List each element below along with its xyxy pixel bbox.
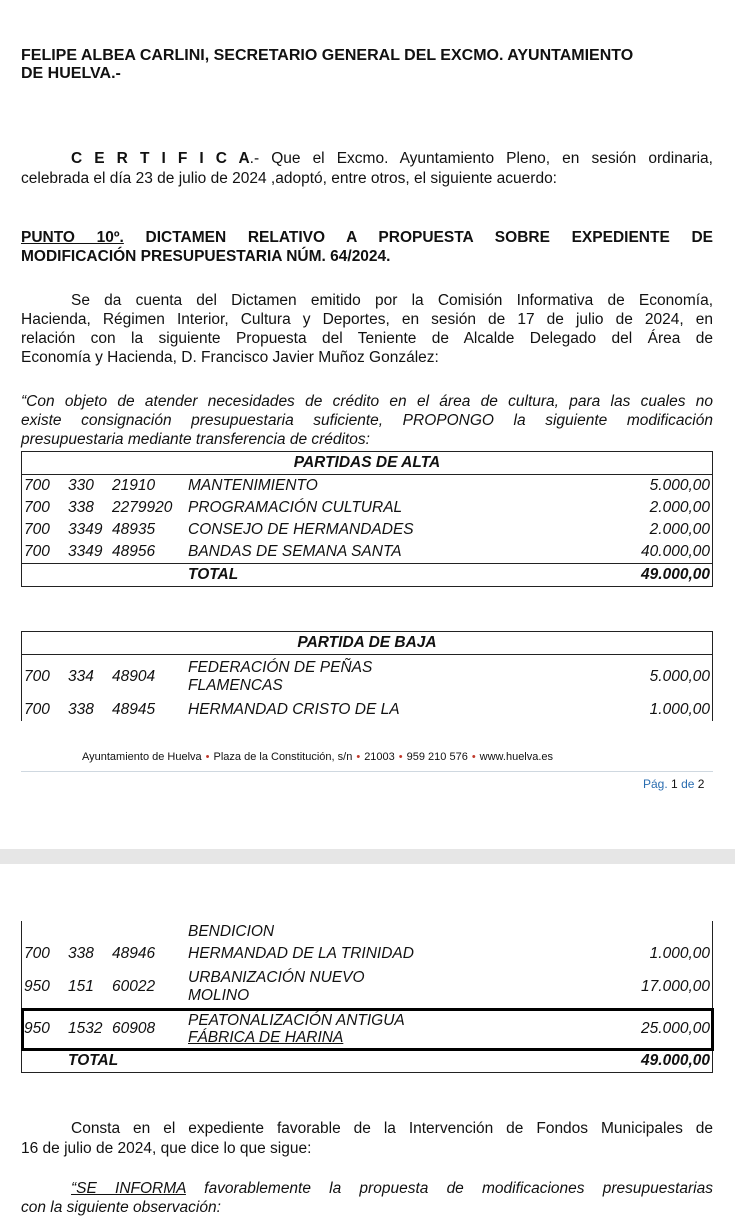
certifica-line1: C E R T I F I C A.- Que el Excmo. Ayuntamiento Pleno, en sesión ordinaria, — [71, 150, 713, 167]
table-row: 700 338 2279920 PROGRAMACIÓN CULTURAL 2.000,00 — [24, 499, 710, 516]
table-row: 700 338 48945 HERMANDAD CRISTO DE LA 1.000,00 — [24, 701, 710, 718]
baja-total-row: TOTAL 49.000,00 — [22, 1050, 713, 1073]
table-row: 700 338 48946 HERMANDAD DE LA TRINIDAD 1.000,00 — [24, 945, 710, 962]
table-row: 700 3349 48935 CONSEJO DE HERMANDADES 2.000,00 — [24, 521, 710, 538]
dictamen-line3: relación con la siguiente Propuesta del Teniente de Alcalde Delegado del Área de — [21, 330, 713, 347]
header-line1: FELIPE ALBEA CARLINI, SECRETARIO GENERAL DEL EXCMO. AYUNTAMIENTO — [21, 47, 634, 64]
dictamen-line4: Economía y Hacienda, D. Francisco Javier Muñoz González: — [21, 349, 439, 366]
certifica-line2: celebrada el día 23 de julio de 2024 ,adoptó, entre otros, el siguiente acuerdo: — [21, 170, 557, 187]
punto-line1: PUNTO 10º. DICTAMEN RELATIVO A PROPUESTA SOBRE EXPEDIENTE DE — [21, 229, 713, 246]
header-line2: DE HUELVA.- — [21, 65, 121, 82]
alta-title: PARTIDAS DE ALTA — [293, 454, 441, 471]
page-number: Pág. 1 de 2 — [643, 777, 705, 791]
alta-total-row: TOTAL 49.000,00 — [188, 566, 710, 583]
informa-line2: con la siguiente observación: — [21, 1199, 221, 1216]
propuesta-line1: “Con objeto de atender necesidades de crédito en el área de cultura, para las cuales no — [21, 393, 713, 410]
propuesta-line3: presupuestaria mediante transferencia de créditos: — [21, 431, 370, 448]
table-row: 700 3349 48956 BANDAS DE SEMANA SANTA 40.000,00 — [22, 541, 713, 564]
table-row: 700 334 48904 FEDERACIÓN DE PEÑAS FLAMENCAS 5.000,00 — [24, 659, 710, 694]
table-row: 950 151 60022 URBANIZACIÓN NUEVO MOLINO 17.000,00 — [24, 969, 710, 1004]
punto-line2: MODIFICACIÓN PRESUPUESTARIA NÚM. 64/2024. — [21, 248, 391, 265]
page-separator — [0, 849, 735, 864]
alta-table — [21, 451, 713, 587]
propuesta-line2: existe consignación presupuestaria suficiente, PROPONGO la siguiente modificación — [21, 412, 713, 429]
baja-table-continued: BENDICION 700 338 48946 HERMANDAD DE LA TRINIDAD 1.000,00 950 151 60022 URBANIZACIÓN NUEVO MOLINO 17.000,00 950 1532 60908 PEATONALIZACIÓN ANTIGUA FÁBRICA DE HARINA 25.000,00 TOTAL 49.000,00 — [21, 921, 713, 1073]
informa-line1: “SE INFORMA favorablemente la propuesta de modificaciones presupuestarias — [71, 1180, 713, 1197]
consta-line1: Consta en el expediente favorable de la Intervención de Fondos Municipales de — [71, 1120, 713, 1137]
baja-table — [21, 631, 713, 721]
table-row: 700 330 21910 MANTENIMIENTO 5.000,00 — [24, 477, 710, 494]
certifica-label: C E R T I F I C A — [71, 150, 250, 167]
page-footer: Ayuntamiento de Huelva • Plaza de la Constitución, s/n • 21003 • 959 210 576 • www.huelva.es — [82, 751, 554, 763]
table-row-highlighted: 950 1532 60908 PEATONALIZACIÓN ANTIGUA FÁBRICA DE HARINA 25.000,00 — [22, 1009, 713, 1050]
footer-divider — [21, 771, 713, 772]
baja-title: PARTIDA DE BAJA — [297, 634, 437, 651]
dictamen-line2: Hacienda, Régimen Interior, Cultura y Deportes, en sesión de 17 de julio de 2024, en — [21, 311, 713, 328]
consta-line2: 16 de julio de 2024, que dice lo que sigue: — [21, 1140, 312, 1157]
dictamen-line1: Se da cuenta del Dictamen emitido por la Comisión Informativa de Economía, — [71, 292, 713, 309]
